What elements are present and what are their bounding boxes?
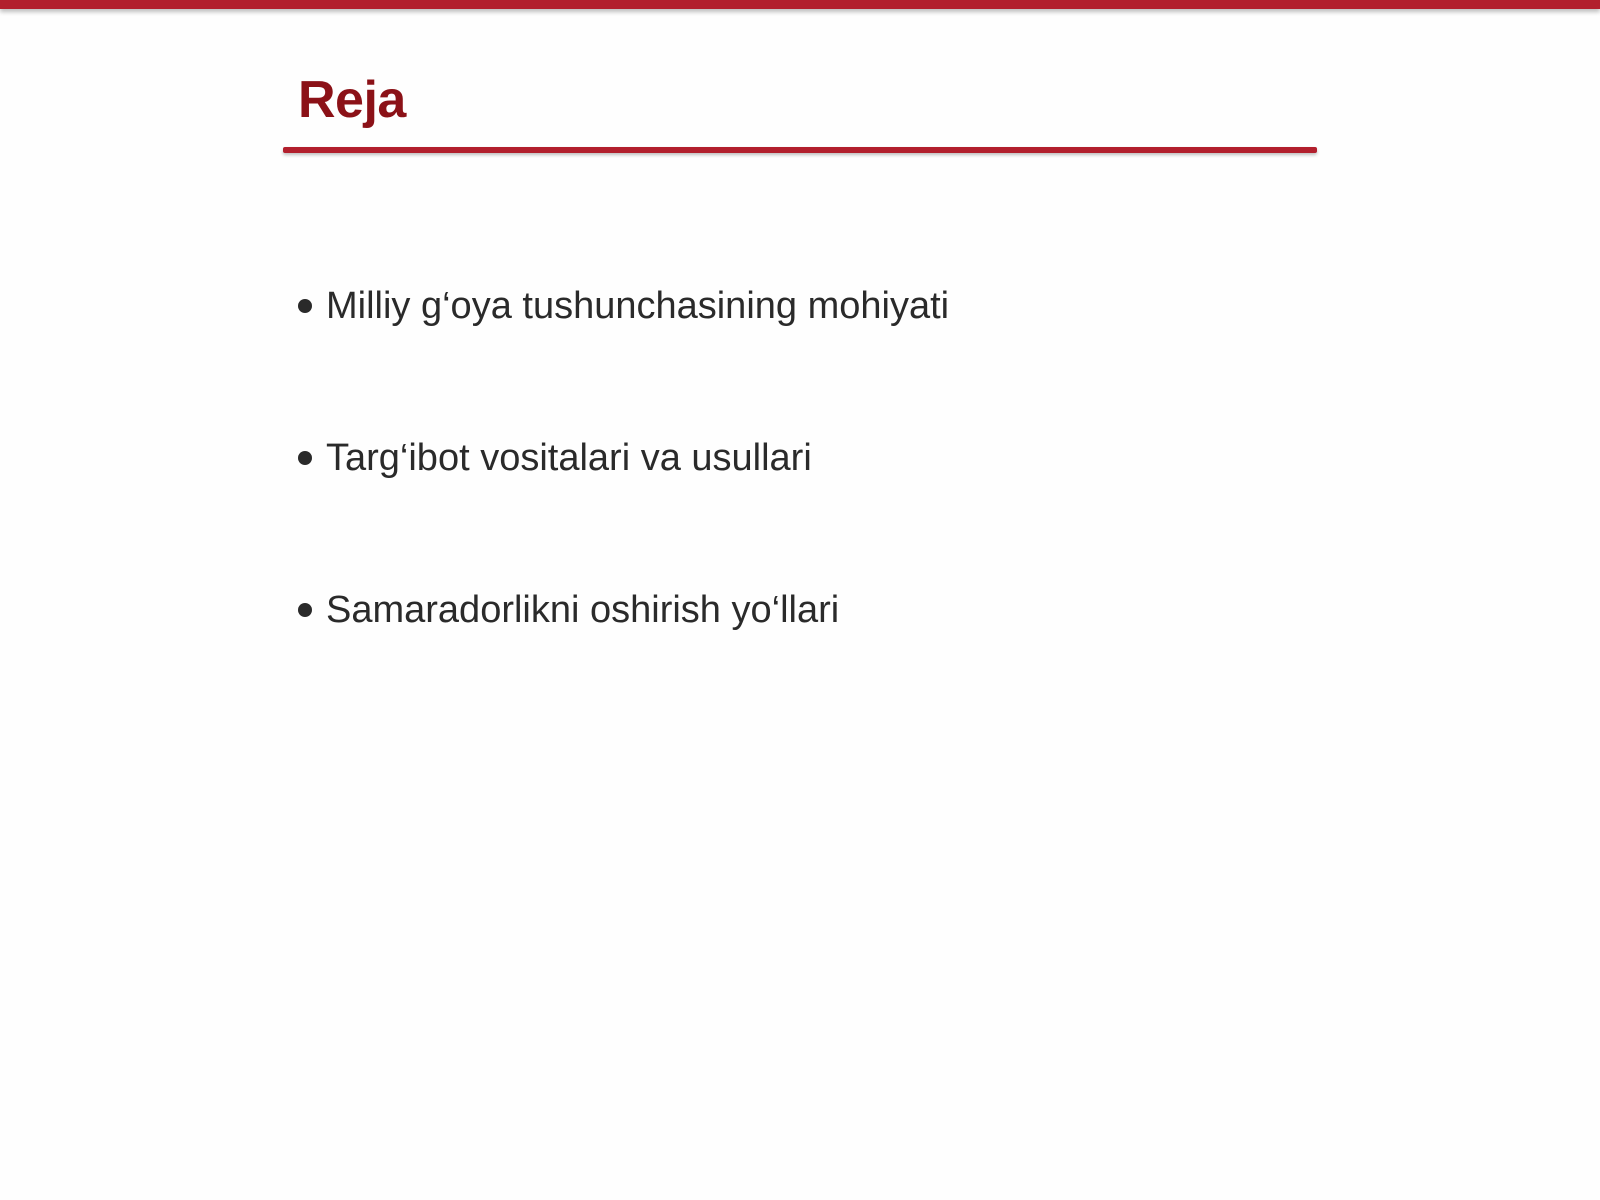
slide-title: Reja [298, 71, 406, 129]
bullet-text: Targ‘ibot vositalari va usullari [326, 436, 812, 479]
bullet-text: Samaradorlikni oshirish yo‘llari [326, 588, 840, 631]
bullet-icon [298, 451, 312, 465]
bullet-item [298, 582, 949, 638]
top-accent-bar [0, 0, 1600, 9]
bullet-list [298, 278, 949, 734]
bullet-text: Milliy g‘oya tushunchasining mohiyati [326, 284, 950, 327]
bullet-icon [298, 603, 312, 617]
title-underline [283, 147, 1317, 153]
bullet-item [298, 430, 949, 486]
bullet-item [298, 278, 949, 334]
bullet-icon [298, 299, 312, 313]
